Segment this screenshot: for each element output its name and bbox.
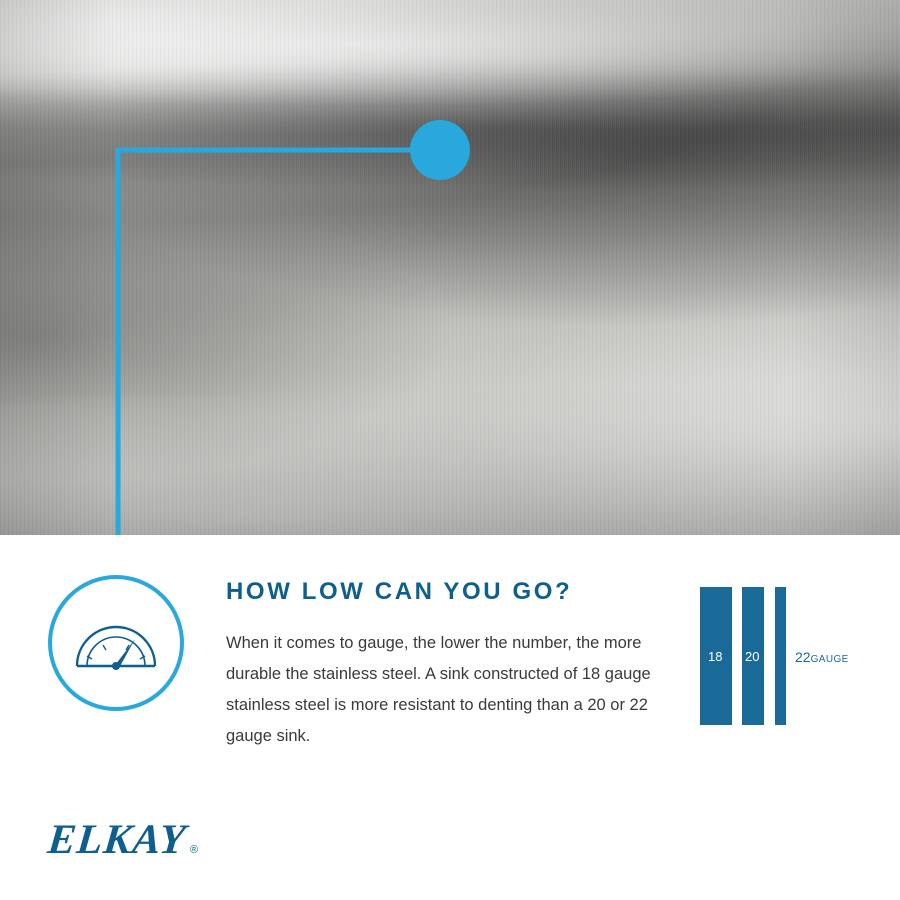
gauge-bar-label-22-suffix: GAUGE bbox=[810, 654, 849, 665]
gauge-bar-label-18: 18 bbox=[708, 649, 723, 664]
content-panel bbox=[0, 535, 900, 900]
gauge-bar-label-22 bbox=[795, 649, 849, 665]
brand-logo bbox=[45, 816, 199, 864]
gauge-bar-label-22-number: 22 bbox=[795, 649, 811, 665]
brand-logo-trademark-icon: ® bbox=[190, 844, 199, 856]
gauge-meter-icon bbox=[73, 612, 159, 674]
body-paragraph: When it comes to gauge, the lower the number, the more durable the stainless steel. A sink constructed of 18 gauge stainless steel is more resistant to denting than a 20 or 22 gauge sink. bbox=[226, 634, 651, 745]
gauge-bar-label-20: 20 bbox=[745, 649, 760, 664]
gauge-badge bbox=[48, 575, 184, 711]
page-title: HOW LOW CAN YOU GO? bbox=[226, 578, 573, 605]
gauge-bar-22 bbox=[775, 587, 786, 725]
gauge-bars-diagram bbox=[700, 587, 870, 725]
brand-logo-wordmark: ELKAY bbox=[45, 817, 189, 863]
text-block bbox=[226, 578, 656, 752]
